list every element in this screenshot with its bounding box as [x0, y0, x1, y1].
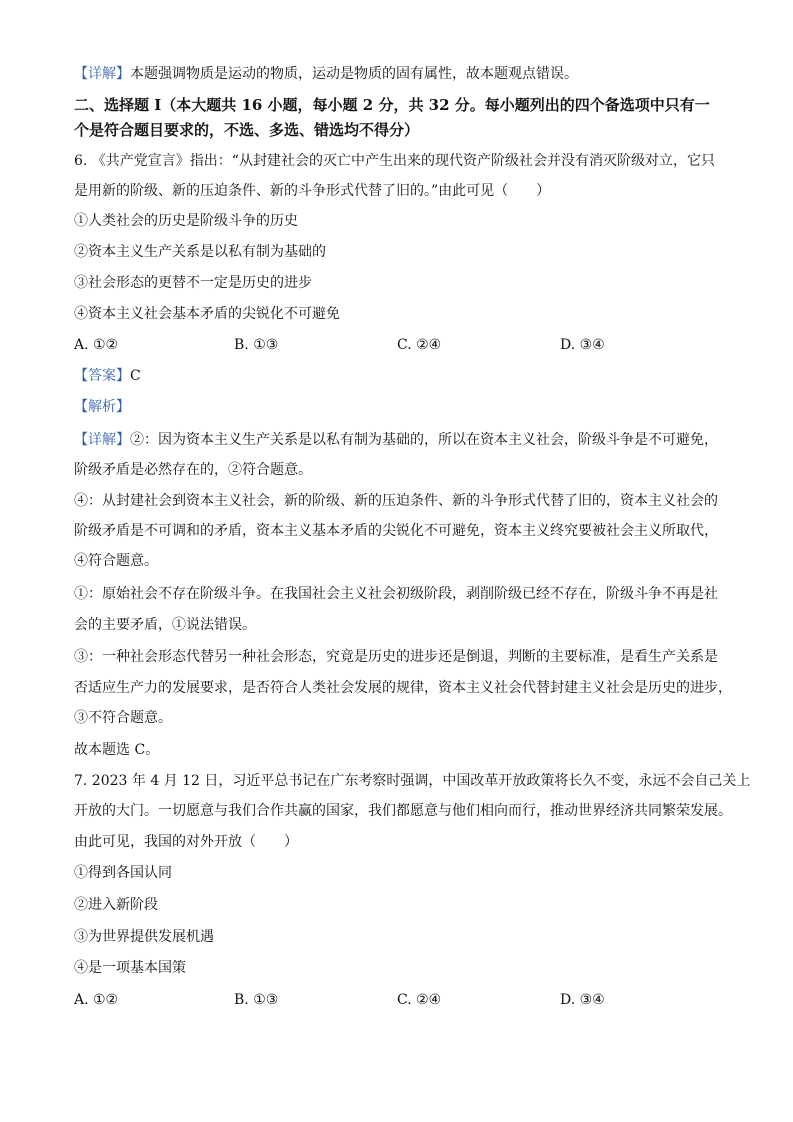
answer-tag: 【答案】: [74, 368, 130, 384]
q6-choice-b: B. ①③: [234, 337, 279, 353]
detail-tag: 【详解】: [74, 66, 130, 82]
q6-explain-line-8: ③：一种社会形态代替另一种社会形态，究竟是历史的进步还是倒退，判断的主要标准，是看生产关系是: [74, 649, 718, 665]
q5-detail-text: 本题强调物质是运动的物质，运动是物质的固有属性，故本题观点错误。: [130, 66, 578, 82]
section-heading-line2: 个是符合题目要求的，不选、多选、错选均不得分）: [74, 121, 420, 139]
detail-tag: 【详解】: [74, 432, 130, 448]
q6-choice-c: C. ②④: [397, 337, 442, 353]
q6-choices: [74, 335, 724, 355]
q6-explain-line-10: ③不符合题意。: [74, 710, 172, 726]
analysis-tag: 【解析】: [74, 399, 130, 415]
q7-item-1: ①得到各国认同: [74, 865, 172, 881]
q6-stem-line2: 是用新的阶级、新的压迫条件、新的斗争形式代替了旧的。”由此可见（ ）: [74, 183, 551, 199]
q6-item-1: ①人类社会的历史是阶级斗争的历史: [74, 213, 298, 229]
q6-explain-line-9: 否适应生产力的发展要求，是否符合人类社会发展的规律，资本主义社会代替封建主义社会是历史的进步，: [74, 680, 732, 696]
q7-choice-b: B. ①③: [234, 992, 279, 1008]
q6-answer-line: [74, 366, 724, 386]
q7-choice-c: C. ②④: [397, 992, 442, 1008]
q7-item-4: ④是一项基本国策: [74, 960, 186, 976]
q6-explain-line-1: [74, 430, 724, 450]
q6-answer: C: [130, 368, 141, 384]
q6-stem-line1: 6. 《共产党宣言》指出：“从封建社会的灭亡中产生出来的现代资产阶级社会并没有消灭阶级对立，它只: [74, 153, 715, 169]
q5-detail-line: [74, 64, 724, 84]
q6-analysis-line: [74, 397, 724, 417]
q6-explain-line-4: 阶级矛盾是不可调和的矛盾，资本主义基本矛盾的尖锐化不可避免，资本主义终究要被社会主义所取代，: [74, 523, 718, 539]
q6-explain-line-2: 阶级矛盾是必然存在的，②符合题意。: [74, 462, 312, 478]
q7-choice-d: D. ③④: [560, 992, 605, 1008]
q6-item-3: ③社会形态的更替不一定是历史的进步: [74, 275, 312, 291]
q7-choices: [74, 990, 724, 1010]
q7-stem-line2: 开放的大门。一切愿意与我们合作共赢的国家，我们都愿意与他们相向而行，推动世界经济共同繁荣发展。: [74, 803, 732, 819]
q6-explain-line-6: ①：原始社会不存在阶级斗争。在我国社会主义社会初级阶段，剥削阶级已经不存在，阶级斗争不再是社: [74, 586, 718, 602]
q6-explain-line-11: 故本题选 C。: [74, 742, 160, 758]
q6-choice-a: A. ①②: [74, 337, 119, 353]
q6-explain-text: ②：因为资本主义生产关系是以私有制为基础的，所以在资本主义社会，阶级斗争是不可避免，: [130, 432, 718, 448]
q6-explain-line-3: ④：从封建社会到资本主义社会，新的阶级、新的压迫条件、新的斗争形式代替了旧的，资本主义社会的: [74, 493, 718, 509]
section-heading-line1: 二、选择题 I（本大题共 16 小题，每小题 2 分，共 32 分。每小题列出的四个备选项中只有一: [74, 96, 710, 114]
q6-explain-line-7: 会的主要矛盾，①说法错误。: [74, 617, 256, 633]
q7-stem-line1: 7. 2023 年 4 月 12 日，习近平总书记在广东考察时强调，中国改革开放政策将长久不变，永远不会自己关上: [74, 773, 751, 789]
q7-choice-a: A. ①②: [74, 992, 119, 1008]
q6-explain-line-5: ④符合题意。: [74, 553, 158, 569]
q7-stem-line3: 由此可见，我国的对外开放（ ）: [74, 834, 298, 850]
q6-item-2: ②资本主义生产关系是以私有制为基础的: [74, 244, 326, 260]
q7-item-2: ②进入新阶段: [74, 897, 158, 913]
q7-item-3: ③为世界提供发展机遇: [74, 929, 214, 945]
q6-item-4: ④资本主义社会基本矛盾的尖锐化不可避免: [74, 306, 340, 322]
q6-choice-d: D. ③④: [560, 337, 605, 353]
